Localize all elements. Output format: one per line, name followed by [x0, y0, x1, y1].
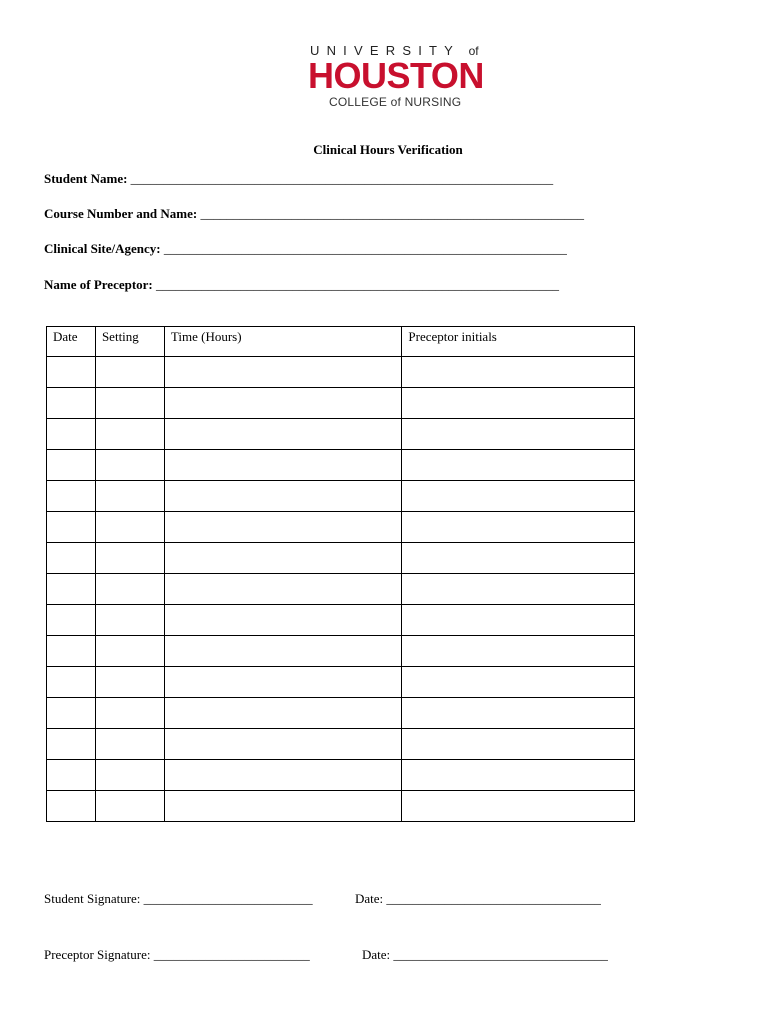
cell-setting[interactable]: [95, 357, 164, 388]
cell-preceptor-initials[interactable]: [402, 450, 635, 481]
cell-setting[interactable]: [95, 481, 164, 512]
table-body: [47, 357, 635, 822]
logo-university-text: UNIVERSITY: [310, 43, 460, 58]
cell-setting[interactable]: [95, 667, 164, 698]
cell-date[interactable]: [47, 512, 96, 543]
table-row: [47, 419, 635, 450]
course-field[interactable]: [44, 206, 584, 222]
table-row: [47, 667, 635, 698]
cell-time-hours[interactable]: [164, 698, 402, 729]
header-preceptor-initials: Preceptor initials: [402, 327, 635, 357]
cell-date[interactable]: [47, 667, 96, 698]
student-signature-label: Student Signature:: [44, 891, 141, 906]
logo-of-text: of: [468, 44, 479, 58]
preceptor-signature-label: Preceptor Signature:: [44, 947, 151, 962]
cell-time-hours[interactable]: [164, 543, 402, 574]
cell-preceptor-initials[interactable]: [402, 636, 635, 667]
cell-preceptor-initials[interactable]: [402, 512, 635, 543]
cell-date[interactable]: [47, 698, 96, 729]
preceptor-date-field[interactable]: [362, 947, 608, 963]
cell-preceptor-initials[interactable]: [402, 481, 635, 512]
cell-preceptor-initials[interactable]: [402, 388, 635, 419]
student-date-blank[interactable]: _________________________________: [386, 891, 601, 906]
cell-time-hours[interactable]: [164, 605, 402, 636]
cell-preceptor-initials[interactable]: [402, 791, 635, 822]
cell-preceptor-initials[interactable]: [402, 357, 635, 388]
cell-date[interactable]: [47, 729, 96, 760]
header-time-hours: Time (Hours): [164, 327, 402, 357]
cell-setting[interactable]: [95, 698, 164, 729]
student-name-field[interactable]: [44, 171, 553, 187]
cell-date[interactable]: [47, 481, 96, 512]
form-title: Clinical Hours Verification: [313, 142, 463, 157]
cell-date[interactable]: [47, 636, 96, 667]
preceptor-signature-blank[interactable]: ________________________: [153, 947, 310, 962]
cell-time-hours[interactable]: [164, 419, 402, 450]
cell-setting[interactable]: [95, 636, 164, 667]
student-date-label: Date:: [355, 891, 384, 906]
preceptor-date-label: Date:: [362, 947, 391, 962]
table-row: [47, 543, 635, 574]
cell-setting[interactable]: [95, 574, 164, 605]
cell-time-hours[interactable]: [164, 450, 402, 481]
cell-time-hours[interactable]: [164, 574, 402, 605]
cell-time-hours[interactable]: [164, 357, 402, 388]
table-row: [47, 791, 635, 822]
preceptor-name-label: Name of Preceptor:: [44, 277, 153, 292]
table-row: [47, 605, 635, 636]
cell-date[interactable]: [47, 419, 96, 450]
cell-date[interactable]: [47, 574, 96, 605]
student-name-label: Student Name:: [44, 171, 128, 186]
cell-setting[interactable]: [95, 388, 164, 419]
header-setting: Setting: [95, 327, 164, 357]
hours-log-table: [46, 326, 635, 822]
clinical-site-field[interactable]: [44, 241, 567, 257]
cell-time-hours[interactable]: [164, 791, 402, 822]
header-date: Date: [47, 327, 96, 357]
table-row: [47, 698, 635, 729]
table-row: [47, 574, 635, 605]
logo-college-text: COLLEGE of NURSING: [329, 95, 462, 109]
table-row: [47, 481, 635, 512]
cell-date[interactable]: [47, 388, 96, 419]
cell-time-hours[interactable]: [164, 512, 402, 543]
cell-setting[interactable]: [95, 729, 164, 760]
student-date-field[interactable]: [355, 891, 601, 907]
cell-preceptor-initials[interactable]: [402, 729, 635, 760]
table-row: [47, 450, 635, 481]
table-row: [47, 512, 635, 543]
cell-setting[interactable]: [95, 512, 164, 543]
cell-setting[interactable]: [95, 760, 164, 791]
table-header-row: [47, 327, 635, 357]
cell-date[interactable]: [47, 543, 96, 574]
table-row: [47, 636, 635, 667]
cell-time-hours[interactable]: [164, 481, 402, 512]
cell-preceptor-initials[interactable]: [402, 419, 635, 450]
preceptor-name-blank[interactable]: ______________________________________________________________: [156, 277, 560, 292]
preceptor-date-blank[interactable]: _________________________________: [393, 947, 608, 962]
cell-date[interactable]: [47, 760, 96, 791]
cell-preceptor-initials[interactable]: [402, 574, 635, 605]
cell-preceptor-initials[interactable]: [402, 760, 635, 791]
table-row: [47, 760, 635, 791]
cell-setting[interactable]: [95, 543, 164, 574]
table-row: [47, 357, 635, 388]
logo-houston-text: HOUSTON: [308, 55, 484, 96]
cell-preceptor-initials[interactable]: [402, 698, 635, 729]
clinical-site-label: Clinical Site/Agency:: [44, 241, 161, 256]
cell-time-hours[interactable]: [164, 729, 402, 760]
student-name-blank[interactable]: _________________________________________________________________: [130, 171, 554, 186]
cell-preceptor-initials[interactable]: [402, 667, 635, 698]
student-signature-field[interactable]: [44, 891, 313, 907]
cell-date[interactable]: [47, 605, 96, 636]
cell-time-hours[interactable]: [164, 667, 402, 698]
cell-setting[interactable]: [95, 450, 164, 481]
cell-time-hours[interactable]: [164, 636, 402, 667]
university-logo: [308, 43, 484, 109]
student-signature-blank[interactable]: __________________________: [143, 891, 313, 906]
preceptor-signature-field[interactable]: [44, 947, 310, 963]
cell-time-hours[interactable]: [164, 760, 402, 791]
cell-date[interactable]: [47, 791, 96, 822]
clinical-site-blank[interactable]: ______________________________________________________________: [163, 241, 567, 256]
table-row: [47, 729, 635, 760]
cell-setting[interactable]: [95, 791, 164, 822]
course-label: Course Number and Name:: [44, 206, 198, 221]
cell-setting[interactable]: [95, 605, 164, 636]
cell-date[interactable]: [47, 357, 96, 388]
cell-preceptor-initials[interactable]: [402, 605, 635, 636]
preceptor-name-field[interactable]: [44, 277, 559, 293]
cell-time-hours[interactable]: [164, 388, 402, 419]
cell-preceptor-initials[interactable]: [402, 543, 635, 574]
cell-setting[interactable]: [95, 419, 164, 450]
table-row: [47, 388, 635, 419]
cell-date[interactable]: [47, 450, 96, 481]
course-blank[interactable]: ___________________________________________________________: [200, 206, 584, 221]
